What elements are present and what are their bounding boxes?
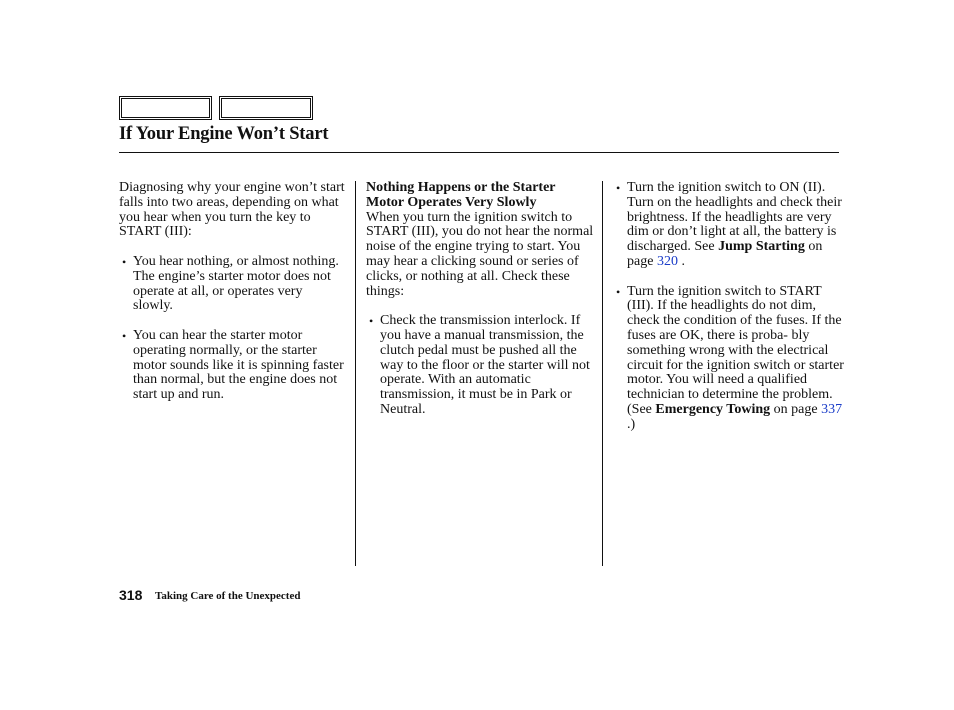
- body-paragraph: When you turn the ignition switch to START (III), you do not hear the normal noise of the engine trying to start. You may hear a clicking sound or series of clicks, or nothing at all. Check these things:: [366, 209, 594, 299]
- column-1: [119, 181, 345, 403]
- page-link[interactable]: 320: [656, 253, 678, 269]
- end-punctuation: .): [627, 416, 636, 432]
- intro-paragraph: Diagnosing why your engine won’t start falls into two areas, depending on what you hear when you turn the key to START (III):: [119, 180, 345, 240]
- section-name: Taking Care of the Unexpected: [155, 590, 301, 602]
- page-number: 318: [119, 587, 143, 603]
- reference-label: Emergency Towing: [655, 401, 771, 417]
- nav-tab-2[interactable]: [219, 96, 313, 120]
- bullet-text: You hear nothing, or almost nothing. The engine’s starter motor does not operate at all, or operates very slowly.: [133, 253, 339, 314]
- page-title: If Your Engine Won’t Start: [119, 124, 329, 144]
- bullet-text: Turn the ignition switch to START (III). If the headlights do not dim, check the condition of the fuses. If the fuses are OK, there is proba- bly something wrong with the electrical circuit for the ignition switch or starter motor. You will need a qualified technician to determine the problem. (See: [627, 283, 844, 417]
- page-link[interactable]: 337: [821, 401, 843, 417]
- bullet-icon: •: [369, 314, 374, 329]
- nav-tab-1[interactable]: [119, 96, 212, 120]
- bullet-text: You can hear the starter motor operating normally, or the starter motor sounds like it is spinning faster than normal, but the engine does not start up and run.: [133, 327, 344, 403]
- bullet-icon: •: [122, 328, 127, 343]
- list-item: [616, 285, 844, 433]
- bullet-text: Check the transmission interlock. If you have a manual transmission, the clutch pedal must be pushed all the way to the floor or the starter will not operate. With an automatic transmission, it must be in Park or Neutral.: [380, 313, 590, 417]
- list-item: [119, 255, 345, 314]
- on-page-text: on page: [773, 401, 818, 417]
- column-2: [366, 181, 594, 418]
- reference-label: Jump Starting: [718, 239, 805, 255]
- list-item: [119, 329, 345, 403]
- bullet-text: Turn the ignition switch to ON (II). Turn on the headlights and check their brightness. If the headlights are very dim or don’t light at all, the battery is discharged. See: [627, 180, 842, 255]
- bullet-icon: •: [122, 254, 127, 269]
- list-item: [616, 181, 844, 270]
- on-page-text: on page: [627, 239, 823, 269]
- bullet-icon: •: [616, 284, 621, 299]
- list-item: [366, 314, 594, 418]
- title-rule: [119, 152, 839, 153]
- bullet-icon: •: [616, 181, 621, 195]
- end-punctuation: .: [681, 253, 685, 269]
- column-divider-1: [355, 181, 356, 566]
- section-heading: Nothing Happens or the Starter Motor Operates Very Slowly: [366, 180, 556, 210]
- column-divider-2: [602, 181, 603, 566]
- column-3: [616, 181, 844, 433]
